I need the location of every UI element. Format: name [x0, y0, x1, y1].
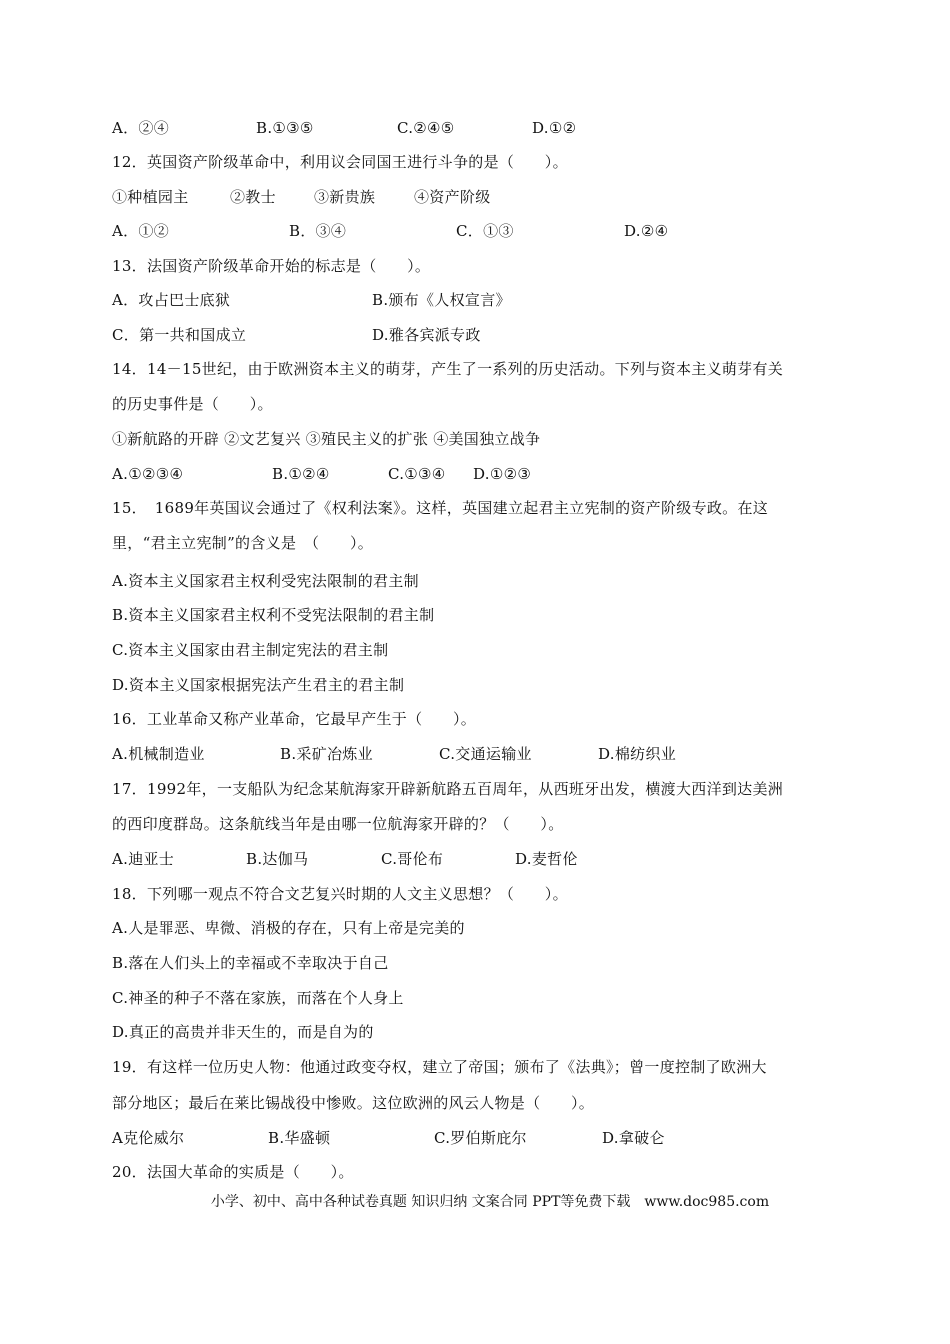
q12-option-d: D.②④: [624, 222, 669, 240]
q19-stem-line1: 19．有这样一位历史人物：他通过政变夺权，建立了帝国；颁布了《法典》；曾一度控制了欧洲大: [112, 1058, 767, 1076]
q11-option-b: B.①③⑤: [256, 119, 314, 137]
q14-option-c: C.①③④: [388, 465, 446, 483]
q14-stem-line2: 的历史事件是（ ）。: [112, 395, 273, 413]
q19-option-a: A克伦威尔: [112, 1129, 185, 1147]
q15-stem-line2: 里，“君主立宪制”的含义是 （ ）。: [112, 534, 374, 552]
q15-option-d: D.资本主义国家根据宪法产生君主的君主制: [112, 676, 405, 694]
q14-items: ①新航路的开辟 ②文艺复兴 ③殖民主义的扩张 ④美国独立战争: [112, 430, 541, 448]
q15-option-a: A.资本主义国家君主权利受宪法限制的君主制: [112, 572, 419, 590]
q12-stem: 12．英国资产阶级革命中，利用议会同国王进行斗争的是（ ）。: [112, 153, 568, 171]
q12-option-a: A．①②: [112, 222, 170, 240]
q19-option-c: C.罗伯斯庇尔: [434, 1129, 527, 1147]
q12-item-1: ①种植园主: [112, 188, 189, 206]
page-footer: 小学、初中、高中各种试卷真题 知识归纳 文案合同 PPT等免费下载 www.doc985.com: [210, 1194, 770, 1210]
q14-option-d: D.①②③: [473, 465, 532, 483]
q16-option-a: A.机械制造业: [112, 745, 205, 763]
q14-option-a: A.①②③④: [112, 465, 184, 483]
q17-stem-line2: 的西印度群岛。这条航线当年是由哪一位航海家开辟的？（ ）。: [112, 815, 564, 833]
q13-stem: 13．法国资产阶级革命开始的标志是（ ）。: [112, 257, 431, 275]
q18-option-d: D.真正的高贵并非天生的，而是自为的: [112, 1023, 374, 1041]
q18-option-c: C.神圣的种子不落在家族，而落在个人身上: [112, 989, 404, 1007]
q12-option-c: C．①③: [456, 222, 514, 240]
q13-option-b: B.颁布《人权宣言》: [372, 291, 511, 309]
q15-option-c: C.资本主义国家由君主制定宪法的君主制: [112, 641, 389, 659]
q16-option-b: B.采矿冶炼业: [280, 745, 373, 763]
q11-option-a: A．②④: [112, 119, 170, 137]
q18-option-b: B.落在人们头上的幸福或不幸取决于自己: [112, 954, 389, 972]
q13-option-d: D.雅各宾派专政: [372, 326, 481, 344]
q12-item-3: ③新贵族: [314, 188, 376, 206]
q16-option-c: C.交通运输业: [439, 745, 532, 763]
q16-option-d: D.棉纺织业: [598, 745, 677, 763]
q17-option-a: A.迪亚士: [112, 850, 175, 868]
q17-option-c: C.哥伦布: [381, 850, 444, 868]
q13-option-a: A．攻占巴士底狱: [112, 291, 231, 309]
q19-option-d: D.拿破仑: [602, 1129, 665, 1147]
q12-item-2: ②教士: [230, 188, 276, 206]
q14-stem-line1: 14．14－15世纪，由于欧洲资本主义的萌芽，产生了一系列的历史活动。下列与资本主义萌芽有关: [112, 360, 784, 378]
q14-option-b: B.①②④: [272, 465, 330, 483]
q11-option-d: D.①②: [532, 119, 577, 137]
q20-stem: 20．法国大革命的实质是（ ）。: [112, 1163, 354, 1181]
q16-stem: 16．工业革命又称产业革命，它最早产生于（ ）。: [112, 710, 477, 728]
q12-option-b: B．③④: [289, 222, 347, 240]
q17-stem-line1: 17．1992年，一支船队为纪念某航海家开辟新航路五百周年，从西班牙出发，横渡大西洋到达美洲: [112, 780, 784, 798]
q19-option-b: B.华盛顿: [268, 1129, 331, 1147]
q17-option-b: B.达伽马: [246, 850, 309, 868]
q11-option-c: C.②④⑤: [397, 119, 455, 137]
q19-stem-line2: 部分地区；最后在莱比锡战役中惨败。这位欧洲的风云人物是（ ）。: [112, 1094, 595, 1112]
q18-stem: 18．下列哪一观点不符合文艺复兴时期的人文主义思想？（ ）。: [112, 885, 568, 903]
q15-option-b: B.资本主义国家君主权利不受宪法限制的君主制: [112, 606, 435, 624]
q17-option-d: D.麦哲伦: [515, 850, 578, 868]
q13-option-c: C．第一共和国成立: [112, 326, 247, 344]
q18-option-a: A.人是罪恶、卑微、消极的存在，只有上帝是完美的: [112, 919, 465, 937]
q15-stem-line1: 15． 1689年英国议会通过了《权利法案》。这样，英国建立起君主立宪制的资产阶级专政。在这: [112, 499, 769, 517]
q12-item-4: ④资产阶级: [414, 188, 491, 206]
